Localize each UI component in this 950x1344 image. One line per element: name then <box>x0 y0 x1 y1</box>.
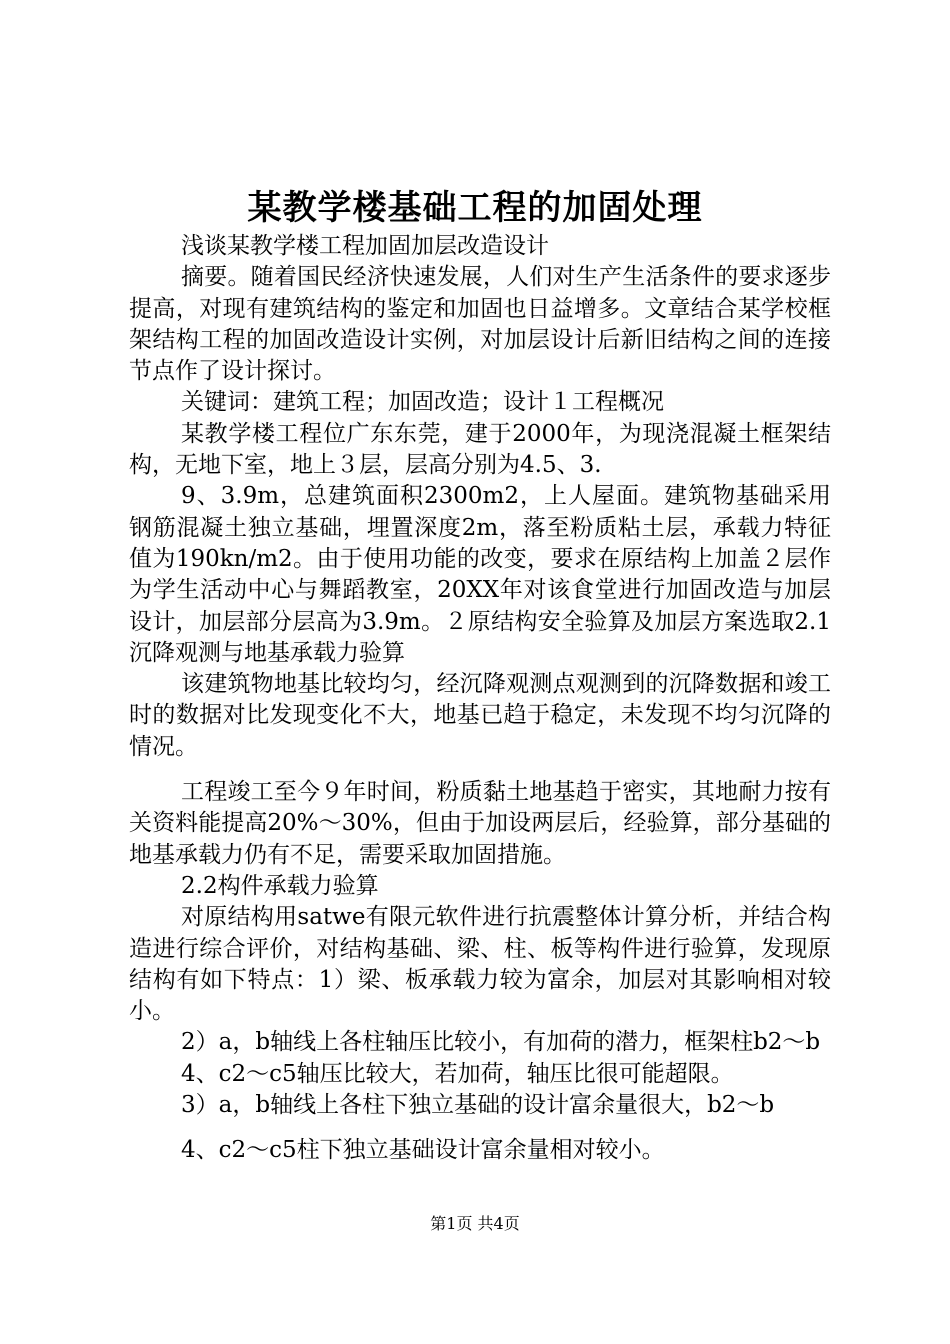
paragraph-keywords: 关键词：建筑工程；加固改造；设计１工程概况 <box>181 389 664 416</box>
paragraph-point-2-continued: 4、c2～c5轴压比较大，若加荷，轴压比很可能超限。 <box>181 1060 734 1087</box>
paragraph-subtitle: 浅谈某教学楼工程加固加层改造设计 <box>181 233 549 259</box>
paragraph-point-2: 2）a，b轴线上各柱轴压比较小，有加荷的潜力，框架柱b2～b <box>181 1029 821 1056</box>
paragraph-point-3: 3）a，b轴线上各柱下独立基础的设计富余量很大，b2～b <box>181 1092 775 1119</box>
paragraph-analysis: 对原结构用satwe有限元软件进行抗震整体计算分析，并结合构造进行综合评价，对结构基础、梁、柱、板等构件进行验算，发现原结构有如下特点：1）梁、板承载力较为富余，加层对其影响相对较小。 <box>129 904 831 1025</box>
paragraph-bearing-capacity: 工程竣工至今９年时间，粉质黏土地基趋于密实，其地耐力按有关资料能提高20%～30%，但由于加设两层后，经验算，部分基础的地基承载力仍有不足，需要采取加固措施。 <box>129 779 831 868</box>
paragraph-settlement: 该建筑物地基比较均匀，经沉降观测点观测到的沉降数据和竣工时的数据对比发现变化不大，地基已趋于稳定，未发现不均匀沉降的情况。 <box>129 671 831 760</box>
document-body <box>129 231 831 1167</box>
section-heading-2-2: 2.2构件承载力验算 <box>181 872 379 899</box>
paragraph-overview-continued: 9、3.9m，总建筑面积2300m2，上人屋面。建筑物基础采用钢筋混凝土独立基础，埋置深度2m，落至粉质粘土层，承载力特征值为190kn/m2。由于使用功能的改变，要求在原结构上加盖２层作为学生活动中心与舞蹈教室，20XX年对该食堂进行加固改造与加层设计，加层部分层高为3.9m。２原结构安全验算及加层方案选取2.1沉降观测与地基承载力验算 <box>129 483 831 666</box>
page-footer: 第1页 共4页 <box>430 1214 520 1233</box>
paragraph-overview: 某教学楼工程位广东东莞，建于2000年，为现浇混凝土框架结构，无地下室，地上３层，层高分别为4.5、3. <box>129 420 831 479</box>
document-title: 某教学楼基础工程的加固处理 <box>247 188 703 228</box>
paragraph-abstract: 摘要。随着国民经济快速发展，人们对生产生活条件的要求逐步提高，对现有建筑结构的鉴定和加固也日益增多。文章结合某学校框架结构工程的加固改造设计实例，对加层设计后新旧结构之间的连接节点作了设计探讨。 <box>129 264 831 385</box>
paragraph-point-3-continued: 4、c2～c5柱下独立基础设计富余量相对较小。 <box>181 1137 665 1164</box>
